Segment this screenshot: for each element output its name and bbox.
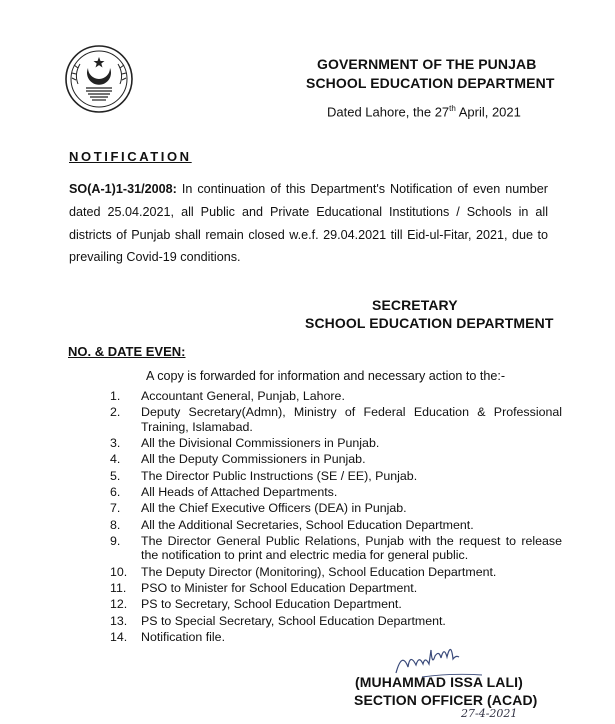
distribution-item-text: All the Additional Secretaries, School Education Department. [141, 517, 474, 532]
distribution-item-text: All Heads of Attached Departments. [141, 484, 338, 499]
distribution-item [110, 581, 562, 596]
forward-text: A copy is forwarded for information and necessary action to the:- [146, 369, 506, 383]
distribution-item-text: PS to Secretary, School Education Department. [141, 597, 402, 612]
distribution-item [110, 389, 562, 404]
distribution-item [110, 405, 562, 434]
distribution-item-text: PS to Special Secretary, School Education Department. [141, 613, 446, 628]
notification-title: NOTIFICATION [69, 149, 192, 164]
handwritten-date: 27-4-2021 [461, 707, 518, 720]
secretary-department: SCHOOL EDUCATION DEPARTMENT [305, 315, 554, 331]
distribution-item [110, 614, 562, 629]
notification-body [69, 178, 548, 269]
distribution-item-text: PSO to Minister for School Education Department. [141, 580, 418, 595]
no-date-even: NO. & DATE EVEN: [68, 344, 186, 359]
distribution-item [110, 452, 562, 467]
distribution-item-number: 8. [110, 517, 121, 532]
distribution-item [110, 534, 562, 563]
distribution-item [110, 518, 562, 533]
distribution-item [110, 501, 562, 516]
distribution-item-number: 10. [110, 564, 128, 579]
distribution-item-number: 12. [110, 597, 128, 612]
distribution-item [110, 469, 562, 484]
distribution-item-number: 3. [110, 436, 121, 451]
signatory-name: (MUHAMMAD ISSA LALI) [355, 674, 523, 690]
distribution-item-text: All the Chief Executive Officers (DEA) in Punjab. [141, 501, 407, 516]
dated-line [327, 104, 521, 119]
signatory-designation: SECTION OFFICER (ACAD) [354, 692, 538, 708]
distribution-item-number: 11. [110, 580, 127, 595]
distribution-item-text: Notification file. [141, 629, 226, 644]
distribution-item [110, 436, 562, 451]
distribution-item-number: 9. [110, 533, 121, 548]
secretary-title: SECRETARY [372, 297, 458, 313]
dated-suffix: April, 2021 [455, 104, 521, 120]
distribution-item-text: The Deputy Director (Monitoring), School Education Department. [141, 564, 497, 579]
distribution-item-number: 6. [110, 484, 121, 499]
distribution-item-number: 4. [110, 452, 121, 467]
distribution-item-number: 5. [110, 468, 121, 483]
notification-text: In continuation of this Department's Notification of even number dated 25.04.2021, all Public and Private Educational Institutions / Schools in all districts of Punjab shall remain closed w.e.f. 29.04.2021 till Eid-ul-Fitar, 2021, due to prevailing Covid-19 conditions. [69, 182, 548, 265]
dated-sup: th [449, 104, 456, 113]
distribution-list [110, 389, 562, 646]
punjab-government-emblem-icon [64, 44, 134, 114]
distribution-item [110, 597, 562, 612]
dated-prefix: Dated Lahore, the 27 [327, 104, 450, 120]
header-government: GOVERNMENT OF THE PUNJAB [317, 56, 537, 72]
distribution-item-text: All the Deputy Commissioners in Punjab. [141, 452, 366, 467]
distribution-item-text: The Director Public Instructions (SE / EE), Punjab. [141, 468, 418, 483]
distribution-item-number: 14. [110, 629, 128, 644]
distribution-item-text: All the Divisional Commissioners in Punjab. [141, 436, 380, 451]
distribution-item-text: The Director General Public Relations, Punjab with the request to release the notification to print and electric media for general public. [141, 533, 562, 563]
distribution-item-text: Accountant General, Punjab, Lahore. [141, 389, 345, 403]
header-department: SCHOOL EDUCATION DEPARTMENT [306, 75, 555, 91]
distribution-item [110, 565, 562, 580]
distribution-item [110, 485, 562, 500]
distribution-item-number: 7. [110, 501, 121, 516]
distribution-item-text: Deputy Secretary(Admn), Ministry of Federal Education & Professional Training, Islamabad. [141, 405, 562, 434]
distribution-item-number: 13. [110, 613, 128, 628]
distribution-item-number: 1. [110, 389, 121, 403]
distribution-item [110, 630, 562, 645]
reference-number: SO(A-1)1-31/2008: [69, 182, 177, 196]
distribution-item-number: 2. [110, 405, 121, 420]
